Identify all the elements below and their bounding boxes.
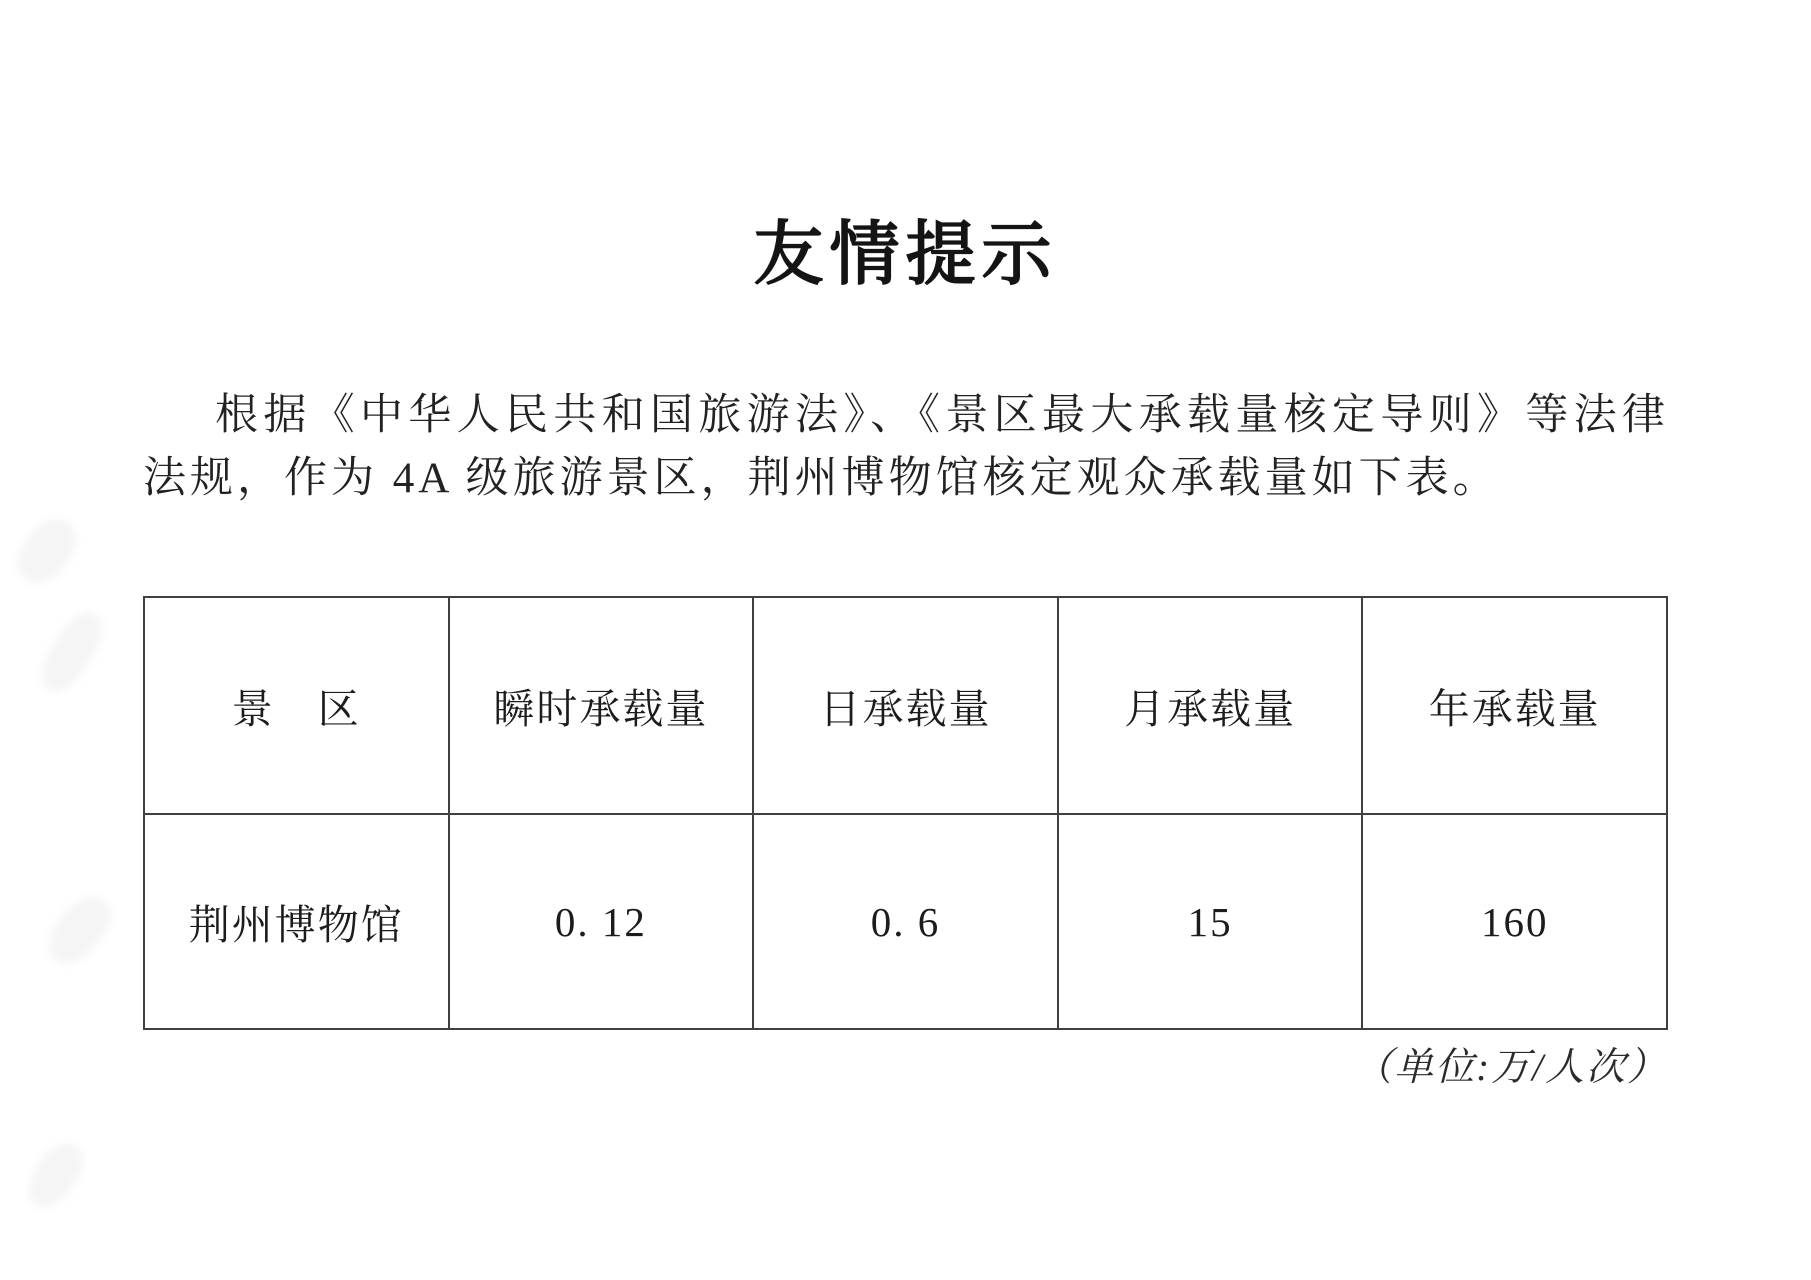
paragraph-line-1: 根据《中华人民共和国旅游法》、《景区最大承载量核定导则》等法律 xyxy=(215,392,1668,439)
table-header-row xyxy=(144,597,1667,814)
scan-smudge xyxy=(20,1135,93,1215)
header-instant-capacity: 瞬时承载量 xyxy=(449,597,754,814)
scan-smudge xyxy=(39,887,122,974)
header-scenic-area: 景 区 xyxy=(144,597,449,814)
cell-instant-capacity: 0. 12 xyxy=(449,814,754,1029)
unit-note: （单位:万/人次） xyxy=(1353,1046,1668,1089)
cell-scenic-area: 荆州博物馆 xyxy=(144,814,449,1029)
header-daily-capacity: 日承载量 xyxy=(753,597,1058,814)
scan-smudge xyxy=(7,509,86,592)
cell-monthly-capacity: 15 xyxy=(1058,814,1363,1029)
cell-daily-capacity: 0. 6 xyxy=(753,814,1058,1029)
scan-smudge xyxy=(32,604,113,700)
paragraph-line-2: 法规，作为 4A 级旅游景区，荆州博物馆核定观众承载量如下表。 xyxy=(143,455,1500,502)
table-row xyxy=(144,814,1667,1029)
page-title: 友情提示 xyxy=(753,217,1058,294)
cell-yearly-capacity: 160 xyxy=(1362,814,1667,1029)
header-yearly-capacity: 年承载量 xyxy=(1362,597,1667,814)
capacity-table xyxy=(143,596,1668,1030)
header-monthly-capacity: 月承载量 xyxy=(1058,597,1363,814)
notice-paragraph xyxy=(143,384,1668,510)
